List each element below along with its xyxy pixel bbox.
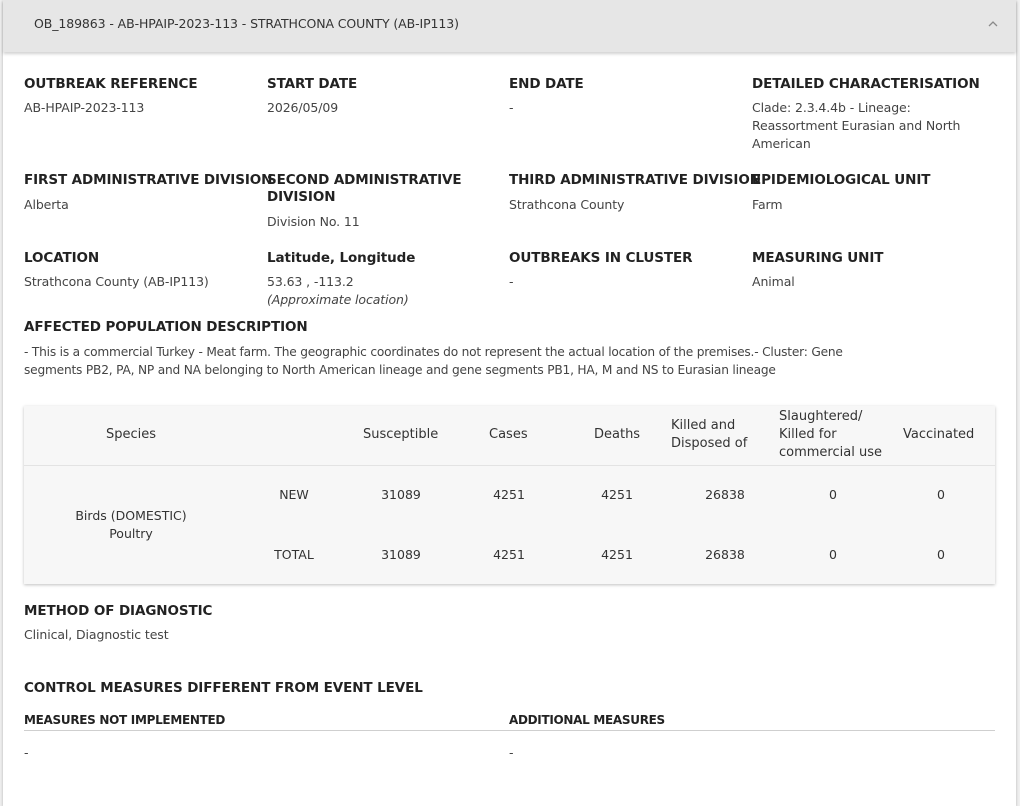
outbreaks-in-cluster-label: OUTBREAKS IN CLUSTER [509,250,693,266]
end-date-label: END DATE [509,76,584,92]
col-header-susceptible: Susceptible [363,427,439,442]
outbreak-reference-label: OUTBREAK REFERENCE [24,76,198,92]
cell-cases: 4251 [493,547,525,562]
measuring-unit-value: Animal [752,274,795,289]
outbreak-panel-header[interactable] [3,0,1016,52]
chevron-up-icon[interactable] [986,17,1000,31]
cell-deaths: 4251 [601,487,633,502]
cell-slaughtered: 0 [829,547,837,562]
lat-long-label: Latitude, Longitude [267,250,416,266]
epidemiological-unit-label: EPIDEMIOLOGICAL UNIT [752,172,931,188]
col-header-killed-line-1: Killed and [671,418,736,433]
start-date-value: 2026/05/09 [267,100,339,115]
species-name-line-1: Birds (DOMESTIC) [75,508,187,523]
col-header-deaths: Deaths [594,427,641,442]
approximate-location-note: (Approximate location) [267,292,409,307]
detailed-characterisation-line-1: Clade: 2.3.4.4b - Lineage: [752,100,911,115]
end-date-value: - [509,100,514,115]
cell-slaughtered: 0 [829,487,837,502]
diagnostic-method-value: Clinical, Diagnostic test [24,627,169,642]
outbreaks-in-cluster-value: - [509,274,514,289]
species-table [24,406,995,584]
diagnostic-method-label: METHOD OF DIAGNOSTIC [24,603,213,619]
measures-not-implemented-label: MEASURES NOT IMPLEMENTED [24,713,226,727]
col-header-vaccinated: Vaccinated [903,427,975,442]
additional-measures-value: - [509,745,514,760]
second-admin-division-label-line-1: SECOND ADMINISTRATIVE [267,172,462,188]
location-label: LOCATION [24,250,100,266]
epidemiological-unit-value: Farm [752,197,783,212]
affected-population-label: AFFECTED POPULATION DESCRIPTION [24,319,308,335]
cell-killed: 26838 [705,487,745,502]
col-header-species: Species [106,427,157,442]
lat-long-value: 53.63 , -113.2 [267,274,354,289]
species-name-line-2: Poultry [109,526,153,541]
cell-killed: 26838 [705,547,745,562]
third-admin-division-label: THIRD ADMINISTRATIVE DIVISION [509,172,761,188]
additional-measures-label: ADDITIONAL MEASURES [509,713,665,727]
measuring-unit-label: MEASURING UNIT [752,250,884,266]
measures-not-implemented-value: - [24,745,29,760]
outbreak-panel-title: OB_189863 - AB-HPAIP-2023-113 - STRATHCONA COUNTY (AB-IP113) [34,16,459,31]
second-admin-division-label-line-2: DIVISION [267,189,336,205]
col-header-cases: Cases [489,427,528,442]
location-value: Strathcona County (AB-IP113) [24,274,209,289]
cell-deaths: 4251 [601,547,633,562]
affected-population-line-2: segments PB2, PA, NP and NA belonging to North American lineage and gene segments PB1, HA, M and NS to Eurasian lineage [24,363,776,377]
first-admin-division-value: Alberta [24,197,69,212]
col-header-slaughtered-line-3: commercial use [779,445,882,460]
third-admin-division-value: Strathcona County [509,197,625,212]
cell-cases: 4251 [493,487,525,502]
control-measures-title: CONTROL MEASURES DIFFERENT FROM EVENT LEVEL [24,680,423,696]
affected-population-line-1: - This is a commercial Turkey - Meat farm. The geographic coordinates do not represent the actual location of the premises.- Cluster: Gene [24,345,843,359]
start-date-label: START DATE [267,76,358,92]
cell-vaccinated: 0 [937,487,945,502]
second-admin-division-value: Division No. 11 [267,214,360,229]
detailed-characterisation-line-2: Reassortment Eurasian and North [752,118,961,133]
detailed-characterisation-line-3: American [752,136,811,151]
col-header-slaughtered-line-2: Killed for [779,427,837,442]
col-header-killed-line-2: Disposed of [671,436,748,451]
row-type: NEW [279,487,309,502]
first-admin-division-label: FIRST ADMINISTRATIVE DIVISION [24,172,273,188]
cell-vaccinated: 0 [937,547,945,562]
row-type: TOTAL [274,547,314,562]
table-header-divider [24,465,995,466]
detailed-characterisation-label: DETAILED CHARACTERISATION [752,76,980,92]
col-header-slaughtered-line-1: Slaughtered/ [779,409,863,424]
cell-susceptible: 31089 [381,547,421,562]
control-measures-divider [24,730,995,731]
outbreak-reference-value: AB-HPAIP-2023-113 [24,100,145,115]
cell-susceptible: 31089 [381,487,421,502]
